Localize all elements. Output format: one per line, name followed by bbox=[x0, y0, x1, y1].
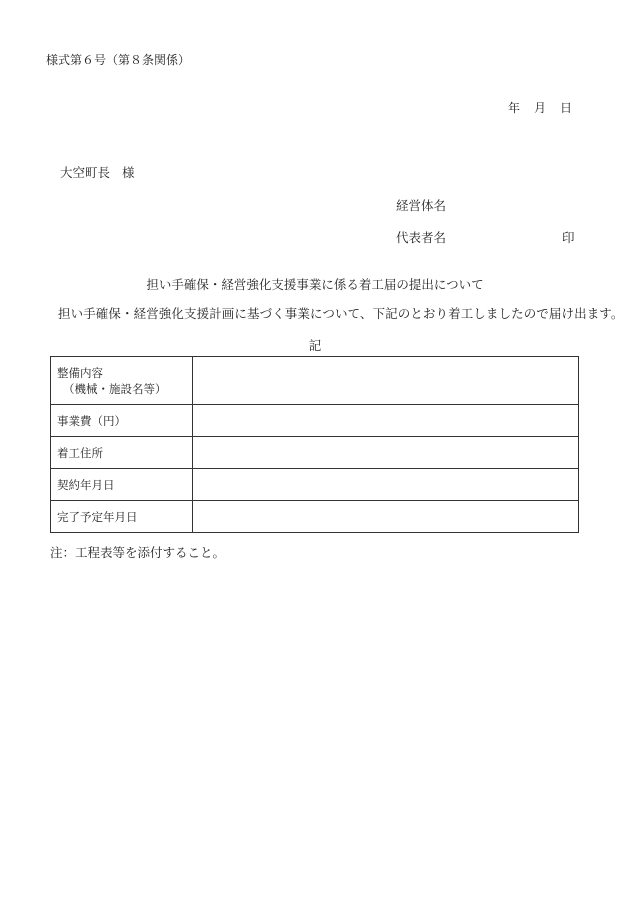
construction-address-label: 着工住所 bbox=[51, 437, 193, 469]
document-title: 担い手確保・経営強化支援事業に係る着工届の提出について bbox=[146, 277, 484, 292]
completion-date-label: 完了予定年月日 bbox=[51, 501, 193, 533]
maintenance-sublabel: （機械・施設名等） bbox=[63, 381, 167, 396]
completion-date-value-cell[interactable] bbox=[193, 501, 579, 533]
document-body: 担い手確保・経営強化支援計画に基づく事業について、下記のとおり着工しましたので届け出ます。 bbox=[58, 306, 624, 321]
details-table bbox=[50, 356, 579, 533]
date-month: 月 bbox=[533, 101, 546, 115]
submission-date bbox=[508, 99, 572, 116]
ki-heading: 記 bbox=[308, 338, 322, 353]
business-name-label: 経営体名 bbox=[396, 198, 447, 213]
addressee-name: 大空町長 bbox=[60, 165, 111, 180]
addressee-honorific: 様 bbox=[122, 165, 135, 180]
contract-date-label: 契約年月日 bbox=[51, 469, 193, 501]
addressee bbox=[60, 163, 135, 181]
representative-label: 代表者名 bbox=[396, 230, 447, 245]
project-cost-label: 事業費（円） bbox=[51, 405, 193, 437]
date-day: 日 bbox=[559, 101, 572, 115]
project-cost-value-cell[interactable] bbox=[193, 405, 579, 437]
row-label-maintenance bbox=[51, 357, 193, 405]
date-year: 年 bbox=[507, 101, 520, 115]
table-row bbox=[51, 469, 579, 501]
table-row bbox=[51, 405, 579, 437]
table-row bbox=[51, 437, 579, 469]
form-number: 様式第６号（第８条関係） bbox=[46, 53, 191, 67]
table-row bbox=[51, 501, 579, 533]
construction-address-value-cell[interactable] bbox=[193, 437, 579, 469]
maintenance-label: 整備内容 bbox=[57, 365, 103, 380]
maintenance-value-cell[interactable] bbox=[193, 357, 579, 405]
attachment-note: 注：工程表等を添付すること。 bbox=[50, 545, 226, 560]
contract-date-value-cell[interactable] bbox=[193, 469, 579, 501]
table-row bbox=[51, 357, 579, 405]
seal-mark: 印 bbox=[562, 230, 575, 245]
